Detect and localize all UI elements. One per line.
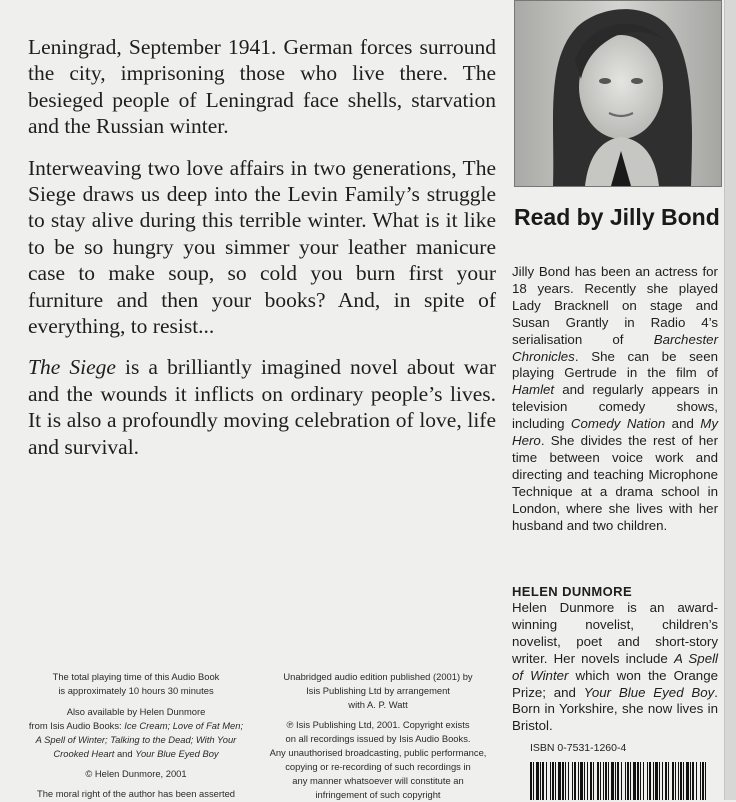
barcode-bar xyxy=(552,762,554,800)
author-bio-text-2: which won the Orange Prize; and xyxy=(512,667,718,700)
barcode-bar xyxy=(550,762,551,800)
portrait-illustration xyxy=(515,1,721,186)
also-available-title-d: Your Blue Eyed Boy xyxy=(135,748,219,759)
barcode-bar xyxy=(597,762,599,800)
also-available-titles-b: A Spell of Winter; Talking to the Dead; With Your xyxy=(35,734,237,745)
barcode-bar xyxy=(546,762,547,800)
small-print-left xyxy=(18,670,254,801)
author-bio-text-1: Helen Dunmore is an award-winning novelist, children’s novelist, poet and short-story writer. Her novels include xyxy=(512,600,718,666)
barcode-bar xyxy=(605,762,607,800)
barcode-bar xyxy=(617,762,619,800)
barcode-bar xyxy=(558,762,561,800)
barcode-bar xyxy=(662,762,663,800)
barcode-bar xyxy=(680,762,682,800)
barcode-bar xyxy=(572,762,573,800)
copyright-line: © Helen Dunmore, 2001 xyxy=(85,768,187,779)
reader-portrait-photo xyxy=(514,0,722,187)
reader-bio-text-5: . She divides the rest of her time between voice work and directing and teaching Microphone Technique at a drama school in London, where she lives with her husband and two children. xyxy=(512,433,718,533)
barcode-bar xyxy=(647,762,648,800)
barcode-bar xyxy=(568,762,569,800)
synopsis-paragraph-3-text: is a brilliantly imagined novel about war and the wounds it inflicts on ordinary people’s lives. It is also a profoundly moving celebration of love, life and survival. xyxy=(28,355,496,459)
also-available-titles-3 xyxy=(18,747,254,761)
also-available-title-c: Crooked Heart xyxy=(53,748,115,759)
barcode-bar xyxy=(590,762,592,800)
barcode-bar xyxy=(630,762,631,800)
phonogram-line-4: copying or re-recording of such recordings in xyxy=(285,761,471,772)
publication-line-2: Isis Publishing Ltd by arrangement xyxy=(306,685,450,696)
barcode-bar xyxy=(600,762,601,800)
playing-time-line-1: The total playing time of this Audio Book xyxy=(52,671,220,682)
barcode-bar xyxy=(536,762,539,800)
barcode-bar xyxy=(690,762,691,800)
small-print-right xyxy=(262,670,494,802)
barcode-bar xyxy=(633,762,636,800)
synopsis-paragraph-1: Leningrad, September 1941. German forces surround the city, imprisoning those who live there. The besieged people of Leningrad face shells, starvation and the Russian winter. xyxy=(28,35,496,139)
barcode-bar xyxy=(627,762,629,800)
phonogram-line-1: ℗ Isis Publishing Ltd, 2001. Copyright exists xyxy=(286,719,470,730)
right-column xyxy=(508,0,722,800)
author-heading: HELEN DUNMORE xyxy=(512,584,633,599)
book-title: The Siege xyxy=(28,355,116,380)
barcode-bar xyxy=(584,762,585,800)
barcode-bar xyxy=(580,762,583,800)
synopsis xyxy=(28,34,496,475)
publication-line-1: Unabridged audio edition published (2001) by xyxy=(283,671,473,682)
barcode-bar xyxy=(555,762,556,800)
phonogram-line-6: infringement of such copyright xyxy=(315,789,441,800)
author-bio-title-1: A Spell of Winter xyxy=(512,650,718,683)
barcode-bar xyxy=(643,762,644,800)
also-available-prefix: from Isis Audio Books: xyxy=(28,720,125,731)
also-available-titles-1 xyxy=(18,719,254,733)
reader-bio-title-2: Hamlet xyxy=(512,382,555,398)
reader-bio-title-3: Comedy Nation xyxy=(570,416,666,432)
barcode-bar xyxy=(611,762,614,800)
reader-bio-text-4: and xyxy=(665,416,701,432)
barcode-bar xyxy=(587,762,588,800)
barcode-bar xyxy=(562,762,564,800)
barcode-bar xyxy=(668,762,669,800)
barcode-bar xyxy=(683,762,684,800)
barcode-bar xyxy=(565,762,566,800)
reader-bio-text-3: and regularly appears in television comedy shows, including xyxy=(512,382,718,432)
barcode-bar xyxy=(692,762,694,800)
barcode-bar xyxy=(578,762,579,800)
barcode-bar xyxy=(672,762,674,800)
barcode-bar xyxy=(621,762,622,800)
barcode-bar xyxy=(615,762,616,800)
also-available-and: and xyxy=(114,748,136,759)
barcode-bar xyxy=(655,762,658,800)
phonogram-line-5: any manner whatsoever will constitute an xyxy=(292,775,464,786)
barcode-bar xyxy=(574,762,576,800)
also-available-titles-a: Ice Cream; Love of Fat Men; xyxy=(124,720,244,731)
barcode-bar xyxy=(625,762,626,800)
barcode-bar xyxy=(675,762,676,800)
isbn-label: ISBN 0-7531-1260-4 xyxy=(530,742,627,754)
barcode-bar xyxy=(530,762,532,800)
reader-bio-text-1: Jilly Bond has been an actress for 18 years. Recently she played Lady Bracknell on stage and Susan Grantly in Radio 4’s serialisation of xyxy=(512,264,718,347)
reader-bio-title-4: My Hero xyxy=(512,416,718,449)
barcode-bar xyxy=(686,762,689,800)
barcode-bar xyxy=(700,762,701,800)
barcode xyxy=(530,762,708,800)
author-bio-title-2: Your Blue Eyed Boy xyxy=(583,684,715,700)
author-bio xyxy=(512,600,718,735)
publication-line-3: with A. P. Watt xyxy=(348,699,408,710)
barcode-bar xyxy=(533,762,534,800)
barcode-bar xyxy=(705,762,706,800)
synopsis-paragraph-3 xyxy=(28,354,496,460)
barcode-bar xyxy=(603,762,604,800)
barcode-bar xyxy=(540,762,541,800)
barcode-bar xyxy=(542,762,544,800)
also-available-line: Also available by Helen Dunmore xyxy=(66,706,206,717)
moral-right-line: The moral right of the author has been asserted xyxy=(36,788,236,799)
author-bio-text-3: . Born in Yorkshire, she now lives in Bristol. xyxy=(512,684,718,734)
also-available-titles-2 xyxy=(18,733,254,747)
reader-bio-text-2: . She can be seen playing Gertrude in the film of xyxy=(512,348,718,381)
phonogram-line-2: on all recordings issued by Isis Audio Books. xyxy=(285,733,471,744)
cover-edge xyxy=(724,0,736,800)
barcode-bar xyxy=(593,762,594,800)
barcode-bar xyxy=(665,762,667,800)
barcode-bar xyxy=(696,762,697,800)
barcode-bar xyxy=(649,762,651,800)
synopsis-paragraph-2: Interweaving two love affairs in two generations, The Siege draws us deep into the Levin Family’s struggle to stay alive during this terrible winter. What is it like to be so hungry you simmer your leather manicure case to make soup, so cold you burn first your furniture and then your books? And, in spite of everything, to resist... xyxy=(28,155,496,339)
barcode-bar xyxy=(653,762,654,800)
reader-bio xyxy=(512,264,718,535)
barcode-bar xyxy=(659,762,660,800)
barcode-bar xyxy=(640,762,641,800)
barcode-bar xyxy=(608,762,609,800)
barcode-bar xyxy=(702,762,704,800)
playing-time-line-2: is approximately 10 hours 30 minutes xyxy=(58,685,214,696)
barcode-bar xyxy=(678,762,679,800)
phonogram-line-3: Any unauthorised broadcasting, public performance, xyxy=(269,747,487,758)
barcode-bar xyxy=(637,762,639,800)
reader-bio-title-1: Barchester Chronicles xyxy=(512,331,718,364)
reader-heading: Read by Jilly Bond xyxy=(514,204,720,230)
